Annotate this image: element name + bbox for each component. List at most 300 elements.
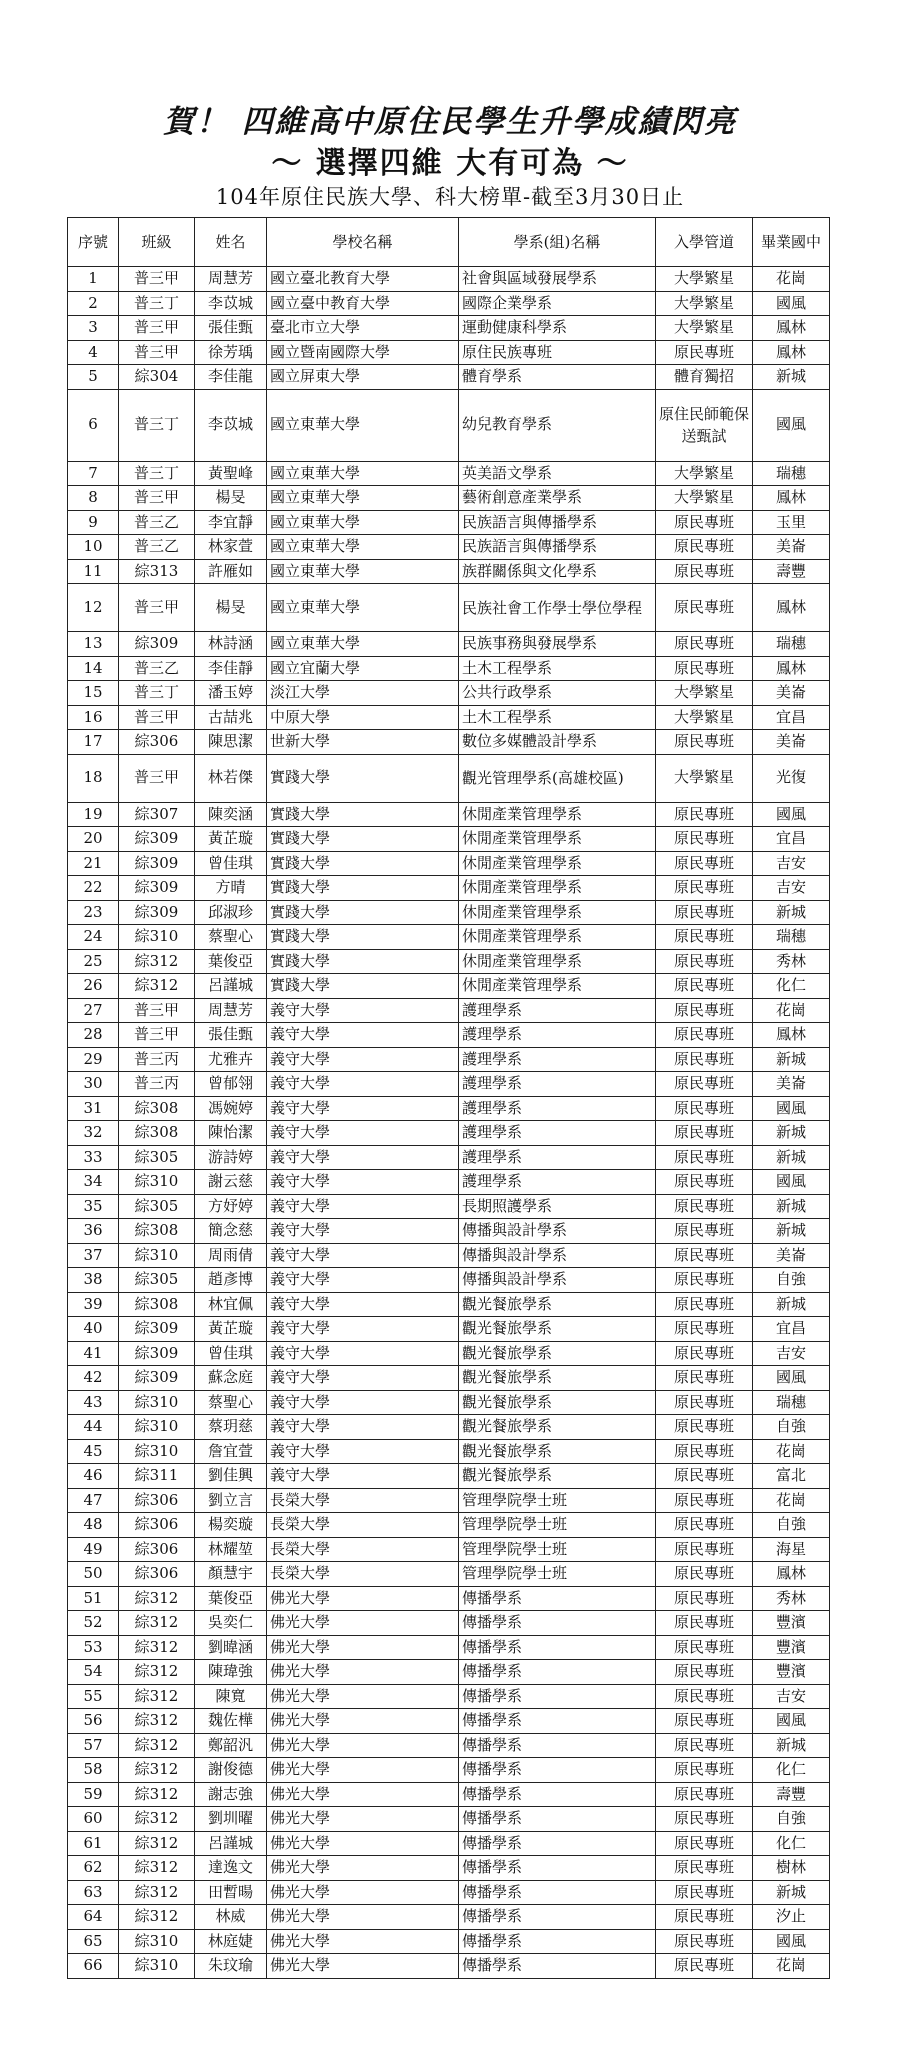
cell-index: 32 [68, 1121, 119, 1146]
cell-index: 49 [68, 1537, 119, 1562]
cell-index: 51 [68, 1586, 119, 1611]
cell-class: 綜305 [119, 1194, 195, 1219]
cell-class: 綜312 [119, 1684, 195, 1709]
cell-channel: 原民專班 [656, 1072, 753, 1097]
cell-school: 佛光大學 [267, 1684, 459, 1709]
cell-channel: 原民專班 [656, 1905, 753, 1930]
cell-index: 27 [68, 998, 119, 1023]
cell-school: 國立東華大學 [267, 584, 459, 632]
cell-school: 實踐大學 [267, 827, 459, 852]
cell-index: 62 [68, 1856, 119, 1881]
table-row [68, 1782, 830, 1807]
cell-channel: 原民專班 [656, 802, 753, 827]
cell-school: 佛光大學 [267, 1880, 459, 1905]
cell-index: 17 [68, 730, 119, 755]
cell-name: 劉佳興 [195, 1464, 267, 1489]
cell-index: 50 [68, 1562, 119, 1587]
cell-class: 綜309 [119, 1341, 195, 1366]
cell-class: 綜312 [119, 1660, 195, 1685]
cell-junior-high: 鳳林 [753, 584, 830, 632]
cell-index: 36 [68, 1219, 119, 1244]
table-row [68, 1905, 830, 1930]
cell-index: 16 [68, 705, 119, 730]
table-row [68, 1464, 830, 1489]
table-row [68, 1733, 830, 1758]
cell-junior-high: 自強 [753, 1513, 830, 1538]
cell-channel: 原民專班 [656, 949, 753, 974]
cell-class: 綜310 [119, 1415, 195, 1440]
cell-name: 邱淑珍 [195, 900, 267, 925]
cell-index: 38 [68, 1268, 119, 1293]
cell-name: 張佳甄 [195, 1023, 267, 1048]
header-channel: 入學管道 [656, 218, 753, 267]
cell-department: 觀光餐旅學系 [459, 1390, 656, 1415]
cell-class: 普三丁 [119, 291, 195, 316]
cell-name: 方妤婷 [195, 1194, 267, 1219]
cell-department: 傳播學系 [459, 1684, 656, 1709]
cell-class: 普三乙 [119, 656, 195, 681]
cell-department: 傳播與設計學系 [459, 1268, 656, 1293]
cell-name: 楊旻 [195, 486, 267, 511]
cell-name: 簡念慈 [195, 1219, 267, 1244]
cell-school: 佛光大學 [267, 1586, 459, 1611]
cell-channel: 原民專班 [656, 1586, 753, 1611]
cell-school: 佛光大學 [267, 1635, 459, 1660]
cell-class: 普三甲 [119, 998, 195, 1023]
cell-department: 傳播學系 [459, 1807, 656, 1832]
cell-class: 綜310 [119, 1170, 195, 1195]
table-body [68, 267, 830, 1979]
cell-school: 實踐大學 [267, 754, 459, 802]
cell-class: 綜313 [119, 559, 195, 584]
cell-index: 9 [68, 510, 119, 535]
cell-name: 謝俊德 [195, 1758, 267, 1783]
table-header-row [68, 218, 830, 267]
table-row [68, 1194, 830, 1219]
cell-junior-high: 鳳林 [753, 340, 830, 365]
cell-index: 52 [68, 1611, 119, 1636]
table-row [68, 1537, 830, 1562]
admission-results-table [67, 217, 830, 1979]
cell-department: 傳播與設計學系 [459, 1243, 656, 1268]
cell-name: 陳思潔 [195, 730, 267, 755]
cell-index: 5 [68, 365, 119, 390]
cell-channel: 原民專班 [656, 1758, 753, 1783]
cell-department: 管理學院學士班 [459, 1537, 656, 1562]
cell-school: 義守大學 [267, 1415, 459, 1440]
header-index: 序號 [68, 218, 119, 267]
cell-junior-high: 樹林 [753, 1856, 830, 1881]
cell-class: 綜310 [119, 1243, 195, 1268]
cell-index: 24 [68, 925, 119, 950]
cell-school: 國立臺中教育大學 [267, 291, 459, 316]
table-row [68, 1317, 830, 1342]
cell-name: 呂謹城 [195, 1831, 267, 1856]
cell-department: 體育學系 [459, 365, 656, 390]
cell-index: 33 [68, 1145, 119, 1170]
cell-index: 22 [68, 876, 119, 901]
cell-name: 謝云慈 [195, 1170, 267, 1195]
table-row [68, 1047, 830, 1072]
cell-department: 傳播學系 [459, 1856, 656, 1881]
cell-class: 綜307 [119, 802, 195, 827]
cell-school: 義守大學 [267, 1341, 459, 1366]
cell-name: 曾佳琪 [195, 851, 267, 876]
cell-channel: 原民專班 [656, 876, 753, 901]
cell-name: 劉圳曜 [195, 1807, 267, 1832]
cell-channel: 原民專班 [656, 1194, 753, 1219]
cell-junior-high: 化仁 [753, 974, 830, 999]
cell-junior-high: 新城 [753, 1292, 830, 1317]
cell-index: 61 [68, 1831, 119, 1856]
cell-class: 普三甲 [119, 754, 195, 802]
table-row [68, 1121, 830, 1146]
table-row [68, 1096, 830, 1121]
cell-junior-high: 瑞穗 [753, 632, 830, 657]
table-row [68, 1341, 830, 1366]
table-row [68, 340, 830, 365]
cell-junior-high: 國風 [753, 1929, 830, 1954]
cell-index: 34 [68, 1170, 119, 1195]
cell-school: 國立東華大學 [267, 510, 459, 535]
table-row [68, 802, 830, 827]
cell-name: 游詩婷 [195, 1145, 267, 1170]
cell-index: 56 [68, 1709, 119, 1734]
cell-name: 鄭韶汎 [195, 1733, 267, 1758]
cell-name: 陳奕涵 [195, 802, 267, 827]
cell-school: 實踐大學 [267, 851, 459, 876]
cell-channel: 原民專班 [656, 510, 753, 535]
cell-junior-high: 自強 [753, 1268, 830, 1293]
cell-junior-high: 新城 [753, 1194, 830, 1219]
cell-index: 25 [68, 949, 119, 974]
cell-junior-high: 瑞穗 [753, 461, 830, 486]
cell-department: 護理學系 [459, 1121, 656, 1146]
table-row [68, 1758, 830, 1783]
cell-channel: 原民專班 [656, 1219, 753, 1244]
cell-junior-high: 吉安 [753, 1341, 830, 1366]
cell-channel: 原民專班 [656, 1243, 753, 1268]
cell-class: 綜312 [119, 1733, 195, 1758]
cell-index: 55 [68, 1684, 119, 1709]
cell-class: 綜308 [119, 1096, 195, 1121]
cell-channel: 原民專班 [656, 998, 753, 1023]
cell-department: 管理學院學士班 [459, 1488, 656, 1513]
cell-index: 29 [68, 1047, 119, 1072]
cell-index: 58 [68, 1758, 119, 1783]
cell-department: 觀光餐旅學系 [459, 1366, 656, 1391]
cell-department: 休閒產業管理學系 [459, 900, 656, 925]
cell-junior-high: 豐濱 [753, 1611, 830, 1636]
cell-channel: 原民專班 [656, 1488, 753, 1513]
cell-department: 幼兒教育學系 [459, 389, 656, 461]
cell-index: 28 [68, 1023, 119, 1048]
cell-department: 休閒產業管理學系 [459, 925, 656, 950]
cell-channel: 大學繁星 [656, 461, 753, 486]
cell-channel: 原民專班 [656, 632, 753, 657]
cell-department: 土木工程學系 [459, 705, 656, 730]
table-row [68, 1611, 830, 1636]
cell-junior-high: 鳳林 [753, 1023, 830, 1048]
cell-index: 1 [68, 267, 119, 292]
cell-school: 義守大學 [267, 1292, 459, 1317]
cell-department: 休閒產業管理學系 [459, 974, 656, 999]
cell-class: 綜306 [119, 1488, 195, 1513]
cell-channel: 原民專班 [656, 1782, 753, 1807]
cell-school: 實踐大學 [267, 974, 459, 999]
cell-name: 周慧芳 [195, 267, 267, 292]
cell-index: 12 [68, 584, 119, 632]
cell-class: 綜310 [119, 1954, 195, 1979]
cell-department: 休閒產業管理學系 [459, 949, 656, 974]
cell-class: 綜312 [119, 1611, 195, 1636]
table-row [68, 510, 830, 535]
cell-department: 觀光餐旅學系 [459, 1341, 656, 1366]
cell-junior-high: 光復 [753, 754, 830, 802]
cell-name: 田暫暘 [195, 1880, 267, 1905]
cell-class: 普三乙 [119, 535, 195, 560]
cell-class: 綜312 [119, 1905, 195, 1930]
table-row [68, 1807, 830, 1832]
cell-class: 綜312 [119, 1831, 195, 1856]
table-row [68, 1023, 830, 1048]
cell-channel: 原民專班 [656, 1096, 753, 1121]
cell-junior-high: 秀林 [753, 1586, 830, 1611]
cell-channel: 原民專班 [656, 1170, 753, 1195]
cell-index: 31 [68, 1096, 119, 1121]
cell-class: 綜312 [119, 1880, 195, 1905]
cell-channel: 原民專班 [656, 1807, 753, 1832]
cell-index: 65 [68, 1929, 119, 1954]
cell-channel: 原民專班 [656, 584, 753, 632]
cell-class: 普三甲 [119, 705, 195, 730]
cell-index: 15 [68, 681, 119, 706]
cell-index: 4 [68, 340, 119, 365]
cell-class: 綜310 [119, 1929, 195, 1954]
cell-class: 普三丙 [119, 1047, 195, 1072]
cell-name: 徐芳瑀 [195, 340, 267, 365]
cell-class: 普三甲 [119, 486, 195, 511]
cell-channel: 原住民師範保送甄試 [656, 389, 753, 461]
cell-name: 蔡聖心 [195, 1390, 267, 1415]
cell-department: 護理學系 [459, 1170, 656, 1195]
table-row [68, 1660, 830, 1685]
cell-junior-high: 瑞穗 [753, 925, 830, 950]
cell-channel: 原民專班 [656, 827, 753, 852]
cell-name: 吳奕仁 [195, 1611, 267, 1636]
cell-channel: 原民專班 [656, 1292, 753, 1317]
cell-junior-high: 新城 [753, 900, 830, 925]
cell-index: 2 [68, 291, 119, 316]
cell-name: 李佳龍 [195, 365, 267, 390]
cell-class: 綜312 [119, 1782, 195, 1807]
cell-department: 觀光餐旅學系 [459, 1292, 656, 1317]
cell-index: 64 [68, 1905, 119, 1930]
cell-class: 綜310 [119, 925, 195, 950]
cell-class: 綜312 [119, 1635, 195, 1660]
cell-index: 48 [68, 1513, 119, 1538]
cell-junior-high: 汐止 [753, 1905, 830, 1930]
cell-class: 綜306 [119, 1562, 195, 1587]
table-row [68, 1488, 830, 1513]
table-row [68, 1586, 830, 1611]
cell-name: 顏慧宇 [195, 1562, 267, 1587]
cell-channel: 原民專班 [656, 1684, 753, 1709]
cell-name: 古喆兆 [195, 705, 267, 730]
cell-department: 觀光餐旅學系 [459, 1415, 656, 1440]
cell-junior-high: 花崗 [753, 1439, 830, 1464]
cell-school: 國立東華大學 [267, 559, 459, 584]
cell-index: 21 [68, 851, 119, 876]
cell-index: 3 [68, 316, 119, 341]
title-congrats: 賀！ 四維高中原住民學生升學成績閃亮 [163, 104, 737, 140]
cell-school: 佛光大學 [267, 1807, 459, 1832]
cell-junior-high: 花崗 [753, 1488, 830, 1513]
cell-junior-high: 美崙 [753, 681, 830, 706]
table-row [68, 535, 830, 560]
cell-junior-high: 新城 [753, 1733, 830, 1758]
cell-name: 方晴 [195, 876, 267, 901]
cell-school: 義守大學 [267, 1317, 459, 1342]
table-row [68, 900, 830, 925]
cell-school: 實踐大學 [267, 900, 459, 925]
cell-department: 傳播學系 [459, 1709, 656, 1734]
cell-school: 佛光大學 [267, 1611, 459, 1636]
cell-class: 綜312 [119, 1709, 195, 1734]
cell-school: 佛光大學 [267, 1905, 459, 1930]
cell-department: 觀光餐旅學系 [459, 1439, 656, 1464]
table-row [68, 754, 830, 802]
table-row [68, 1243, 830, 1268]
cell-department: 傳播學系 [459, 1905, 656, 1930]
cell-department: 傳播學系 [459, 1660, 656, 1685]
cell-school: 國立東華大學 [267, 632, 459, 657]
cell-index: 23 [68, 900, 119, 925]
cell-name: 周慧芳 [195, 998, 267, 1023]
cell-department: 觀光餐旅學系 [459, 1317, 656, 1342]
cell-school: 佛光大學 [267, 1782, 459, 1807]
cell-channel: 原民專班 [656, 535, 753, 560]
cell-class: 普三甲 [119, 1023, 195, 1048]
table-row [68, 1562, 830, 1587]
cell-channel: 原民專班 [656, 1415, 753, 1440]
table-row [68, 316, 830, 341]
cell-school: 長榮大學 [267, 1513, 459, 1538]
cell-junior-high: 吉安 [753, 876, 830, 901]
cell-school: 國立宜蘭大學 [267, 656, 459, 681]
cell-channel: 原民專班 [656, 1611, 753, 1636]
cell-class: 綜309 [119, 632, 195, 657]
cell-index: 14 [68, 656, 119, 681]
table-row [68, 461, 830, 486]
table-row [68, 1390, 830, 1415]
cell-name: 陳瑋強 [195, 1660, 267, 1685]
header-name: 姓名 [195, 218, 267, 267]
cell-junior-high: 壽豐 [753, 1782, 830, 1807]
cell-class: 普三丁 [119, 461, 195, 486]
cell-school: 義守大學 [267, 1439, 459, 1464]
cell-index: 54 [68, 1660, 119, 1685]
cell-channel: 原民專班 [656, 851, 753, 876]
cell-class: 綜310 [119, 1439, 195, 1464]
cell-junior-high: 美崙 [753, 535, 830, 560]
cell-index: 40 [68, 1317, 119, 1342]
table-row [68, 925, 830, 950]
cell-junior-high: 美崙 [753, 730, 830, 755]
table-row [68, 267, 830, 292]
cell-junior-high: 美崙 [753, 1072, 830, 1097]
cell-junior-high: 新城 [753, 1145, 830, 1170]
cell-school: 實踐大學 [267, 949, 459, 974]
cell-class: 綜312 [119, 1807, 195, 1832]
cell-junior-high: 國風 [753, 1170, 830, 1195]
cell-name: 趙彥博 [195, 1268, 267, 1293]
cell-channel: 原民專班 [656, 656, 753, 681]
table-row [68, 705, 830, 730]
cell-class: 綜306 [119, 730, 195, 755]
cell-name: 劉立言 [195, 1488, 267, 1513]
cell-name: 陳怡潔 [195, 1121, 267, 1146]
cell-class: 綜305 [119, 1145, 195, 1170]
table-row [68, 1170, 830, 1195]
cell-channel: 原民專班 [656, 1856, 753, 1881]
cell-junior-high: 國風 [753, 1709, 830, 1734]
cell-class: 綜309 [119, 851, 195, 876]
cell-department: 護理學系 [459, 1047, 656, 1072]
cell-name: 達逸文 [195, 1856, 267, 1881]
cell-class: 普三甲 [119, 340, 195, 365]
cell-class: 普三甲 [119, 584, 195, 632]
table-row [68, 851, 830, 876]
cell-junior-high: 國風 [753, 1096, 830, 1121]
table-row [68, 1954, 830, 1979]
cell-department: 英美語文學系 [459, 461, 656, 486]
cell-school: 世新大學 [267, 730, 459, 755]
cell-name: 陳寬 [195, 1684, 267, 1709]
cell-index: 45 [68, 1439, 119, 1464]
cell-channel: 原民專班 [656, 1366, 753, 1391]
cell-junior-high: 瑞穗 [753, 1390, 830, 1415]
cell-name: 林威 [195, 1905, 267, 1930]
cell-index: 8 [68, 486, 119, 511]
table-row [68, 1268, 830, 1293]
table-row [68, 1880, 830, 1905]
cell-index: 18 [68, 754, 119, 802]
cell-channel: 原民專班 [656, 1464, 753, 1489]
cell-index: 63 [68, 1880, 119, 1905]
cell-school: 長榮大學 [267, 1488, 459, 1513]
cell-department: 民族社會工作學士學位學程 [459, 584, 656, 632]
cell-school: 國立東華大學 [267, 461, 459, 486]
cell-index: 42 [68, 1366, 119, 1391]
cell-name: 葉俊亞 [195, 1586, 267, 1611]
table-row [68, 1219, 830, 1244]
cell-name: 馮婉婷 [195, 1096, 267, 1121]
table-row [68, 365, 830, 390]
cell-junior-high: 化仁 [753, 1758, 830, 1783]
cell-department: 傳播學系 [459, 1635, 656, 1660]
cell-department: 傳播學系 [459, 1733, 656, 1758]
cell-name: 蔡聖心 [195, 925, 267, 950]
cell-channel: 大學繁星 [656, 316, 753, 341]
table-row [68, 949, 830, 974]
cell-channel: 大學繁星 [656, 681, 753, 706]
cell-school: 中原大學 [267, 705, 459, 730]
cell-junior-high: 自強 [753, 1807, 830, 1832]
cell-school: 佛光大學 [267, 1733, 459, 1758]
cell-department: 護理學系 [459, 1096, 656, 1121]
cell-name: 劉暐涵 [195, 1635, 267, 1660]
